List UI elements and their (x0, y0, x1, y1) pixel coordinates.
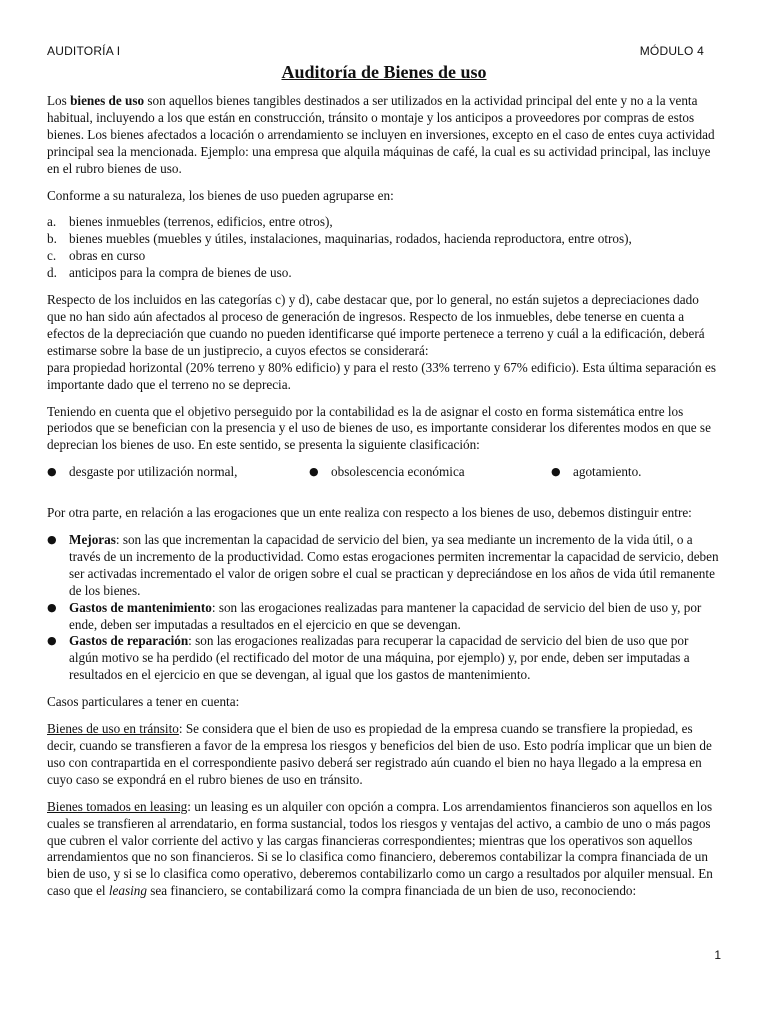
classification-paragraph: Teniendo en cuenta que el objetivo perseguido por la contabilidad es la de asignar el costo en forma sistemática entre los periodos que se benefician con la presencia y el uso de bienes de uso, es importante considerar los diferentes modos en que se deprecian los bienes de uso. En este sentido, se presenta la siguiente clasificación: (47, 403, 711, 453)
leasing-paragraph: Bienes tomados en leasing: un leasing es un alquiler con opción a compra. Los arrendamientos financieros son aquellos en los cuales se transfieren al arrendatario, en forma sustancial, todos los riesgos y ventajas del activo, a cambio de uno o más pagos que cubren el valor corriente del activo y las cargas financieras correspondientes; mientras que los operativos son aquellos arrendamientos que no son financieros. Si se lo clasifica como financiero, deberemos contabilizar la compra financiada de un bien de uso, y si se lo clasifica como operativo, deberemos contabilizarlo como un cargo a resultados por alquiler mensual. En caso que el leasing sea financiero, se contabilizará como la compra financiada de un bien de uso, reconociendo: (47, 798, 713, 899)
page-title: Auditoría de Bienes de uso (281, 62, 487, 82)
depreciation-types (47, 464, 719, 481)
special-cases-paragraph: Casos particulares a tener en cuenta: (47, 694, 240, 710)
bullet-icon: ● (309, 465, 319, 479)
list-item: d. anticipos para la compra de bienes de uso. (47, 265, 292, 281)
list-item: b. bienes muebles (muebles y útiles, instalaciones, maquinarias, rodados, hacienda reproductora, entre otros), (47, 231, 632, 247)
list-item: ● desgaste por utilización normal, (47, 464, 238, 480)
grouping-paragraph: Conforme a su naturaleza, los bienes de uso pueden agruparse en: (47, 187, 394, 203)
list-item: ● Gastos de mantenimiento: son las erogaciones realizadas para mantener la capacidad de servicio del bien de uso y, por ende, deben ser imputadas a resultados en el ejercicio en que se devengan. (47, 599, 702, 632)
categories-list (47, 214, 719, 282)
transit-paragraph: Bienes de uso en tránsito: Se considera que el bien de uso es propiedad de la empresa cuando se transfiere la propiedad, es decir, cuando se transfieren a favor de la empresa los riesgos y beneficios del bien de uso. Esto podría implicar que un bien de uso con contrapartida en el correspondiente pasivo deberá ser registrado aún cuando el bien no haya llegado a la empresa en cuyo caso se expondrá en el rubro bienes de uso en tránsito. (47, 721, 712, 787)
bold-term: bienes de uso (70, 93, 145, 108)
bullet-icon: ● (47, 634, 57, 648)
list-item: ● Mejoras: son las que incrementan la capacidad de servicio del bien, ya sea mediante un incremento de la vida útil, o a través de un incremento de la productividad. Como estas erogaciones permiten incrementar la capacidad de servicio, deben ser activadas incrementado el valor de origen sobre el cual se practican y depreciándose en los años de vida útil remanente de los bienes. (47, 532, 719, 598)
bullet-icon: ● (47, 600, 57, 614)
list-item: ● agotamiento. (551, 464, 642, 480)
document-body (47, 93, 719, 910)
leasing-heading: Bienes tomados en leasing (47, 798, 188, 814)
intro-paragraph: Los bienes de uso son aquellos bienes tangibles destinados a ser utilizados en la actividad principal del ente y no a la venta habitual, incluyendo a los que están en construcción, tránsito o montaje y los anticipos a proveedores por compras de estos bienes. Los bienes afectados a locación o arrendamiento se incluyen en inversiones, excepto en el caso de entes cuya actividad principal sea la mencionada. Ejemplo: una empresa que alquila máquinas de café, la cual es su actividad principal, las incluye en el rubro bienes de uso. (47, 93, 715, 176)
erogaciones-list (47, 532, 719, 684)
depreciation-paragraph: Respecto de los incluidos en las categorías c) y d), cabe destacar que, por lo general, no están sujetos a depreciaciones dado que no han sido aún afectados al proceso de generación de ingresos. Respecto de los inmuebles, debe tenerse en cuenta a efectos de la depreciación que cuando no pueden identificarse qué importe pertenece a terreno y cuál a la edificación, deberá estimarse sobre la base de un justiprecio, a cuyos efectos se considerará: para propiedad horizontal (20% terreno y 80% edificio) y para el resto (33% terreno y 67% edificio). Esta última separación es importante dado que el terreno no se deprecia. (47, 292, 717, 392)
list-item: c. obras en curso (47, 248, 146, 264)
header-module: MÓDULO 4 (639, 44, 704, 58)
bullet-icon: ● (551, 465, 561, 479)
transit-heading: Bienes de uso en tránsito (47, 721, 179, 737)
list-item: ● Gastos de reparación: son las erogaciones realizadas para recuperar la capacidad de servicio del bien de uso que por algún motivo se ha perdido (el rectificado del motor de una máquina, por ejemplo) y, por ende, deben ser imputadas a resultados en el ejercicio en que se devengan, al igual que los gastos de mantenimiento. (47, 633, 690, 683)
bullet-icon: ● (47, 465, 57, 479)
list-item: a. bienes inmuebles (terrenos, edificios, entre otros), (47, 214, 333, 230)
list-item: ● obsolescencia económica (309, 464, 465, 480)
page-number: 1 (714, 948, 721, 962)
header-course: AUDITORÍA I (47, 44, 121, 58)
bullet-icon: ● (47, 533, 57, 547)
erogaciones-paragraph: Por otra parte, en relación a las erogaciones que un ente realiza con respecto a los bienes de uso, debemos distinguir entre: (47, 505, 692, 521)
